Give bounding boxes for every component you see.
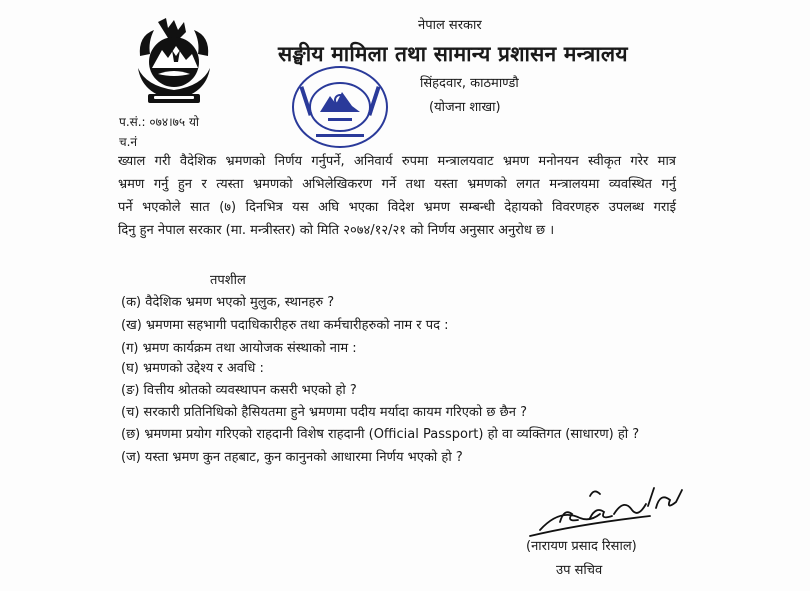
- question-item: (छ) भ्रमणमा प्रयोग गरिएको राहदानी विशेष राहदानी (Official Passport) हो वा व्यक्तिगत (साधारण) हो ?: [121, 427, 640, 442]
- body-line: भ्रमण गर्नु हुन र त्यस्ता भ्रमणको अभिलेखिकरण गर्ने तथा यस्ता भ्रमणको लगत मन्त्रालयमा व्यवस्थित गर्नु: [118, 177, 676, 192]
- body-paragraph: [118, 150, 676, 242]
- body-line: दिनु हुन नेपाल सरकार (मा. मन्त्रीस्तर) को मिति २०७४/१२/२१ को निर्णय अनुसार अनुरोध छ ।: [118, 223, 555, 238]
- question-item: (ज) यस्ता भ्रमण कुन तहबाट, कुन कानुनको आधारमा निर्णय भएको हो ?: [121, 450, 463, 465]
- body-line: ख्याल गरी वैदेशिक भ्रमणको निर्णय गर्नुपर्ने, अनिवार्य रुपमा मन्त्रालयवाट भ्रमण मनोनयन स्वीकृत गरेर मात्र: [118, 154, 676, 169]
- handwritten-signature-icon: [520, 478, 700, 540]
- branch-name: (योजना शाखा): [429, 100, 501, 115]
- nepal-government-emblem-icon: [128, 16, 220, 108]
- question-item: (ग) भ्रमण कार्यक्रम तथा आयोजक संस्थाको नाम :: [121, 341, 357, 356]
- question-item: (ख) भ्रमणमा सहभागी पदाधिकारीहरु तथा कर्मचारीहरुको नाम र पद :: [121, 318, 449, 333]
- body-line: पर्ने भएकोले सात (७) दिनभित्र यस अघि भएका विदेश भ्रमण सम्बन्धी देहायको विवरणहरु उपलब्ध गराई: [118, 200, 676, 215]
- question-item: (च) सरकारी प्रतिनिधिको हैसियतमा हुने भ्रमणमा पदीय मर्यादा कायम गरिएको छ छैन ?: [121, 405, 528, 420]
- section-title: तपशील: [210, 273, 246, 288]
- signatory-name: (नारायण प्रसाद रिसाल): [526, 539, 637, 554]
- government-name: नेपाल सरकार: [418, 18, 482, 33]
- letter-reference-number: प.सं.: ०७४।७५ यो: [119, 115, 200, 129]
- question-item: (क) वैदेशिक भ्रमण भएको मुलुक, स्थानहरु ?: [121, 295, 335, 310]
- question-item: (घ) भ्रमणको उद्देश्य र अवधि :: [121, 361, 264, 376]
- ministry-title: सङ्घीय मामिला तथा सामान्य प्रशासन मन्त्रालय: [278, 42, 628, 66]
- office-stamp-icon: [290, 64, 390, 150]
- office-address: सिंहदवार, काठमाण्डौ: [420, 76, 519, 91]
- dispatch-number: च.नं: [119, 135, 138, 149]
- signatory-title: उप सचिव: [556, 563, 603, 578]
- question-item: (ङ) वित्तीय श्रोतको व्यवस्थापन कसरी भएको हो ?: [121, 383, 357, 398]
